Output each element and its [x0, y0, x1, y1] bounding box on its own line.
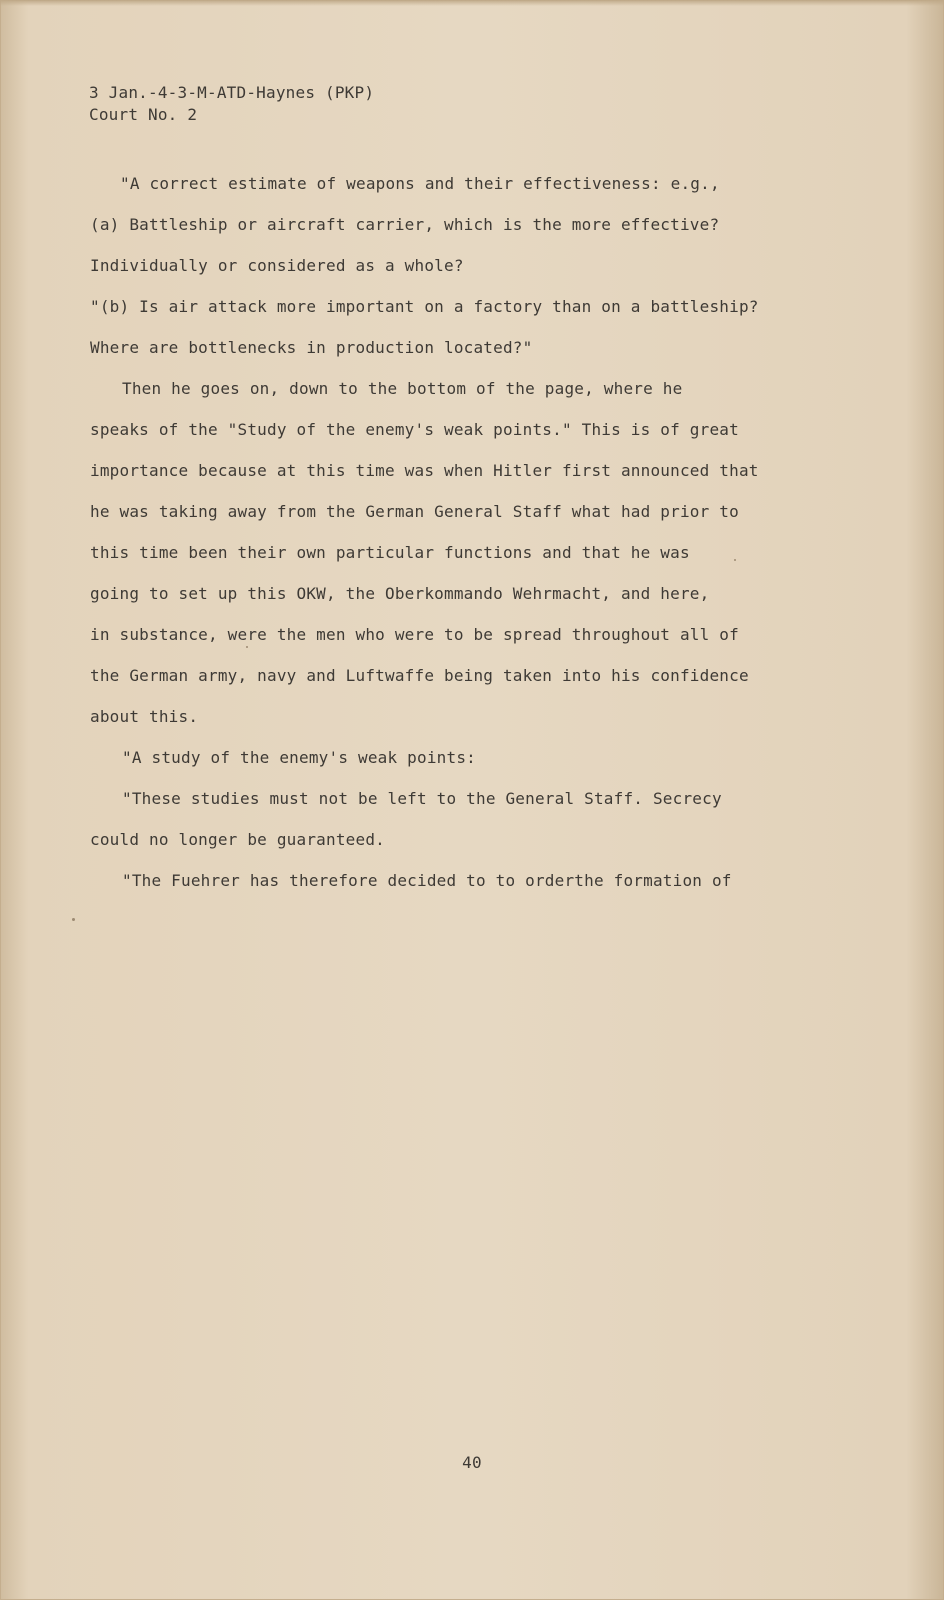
body-line: speaks of the "Study of the enemy's weak points." This is of great	[90, 420, 739, 439]
body-line: "A study of the enemy's weak points:	[122, 748, 476, 767]
body-line: (a) Battleship or aircraft carrier, which is the more effective?	[90, 215, 720, 234]
paper-speck	[734, 559, 736, 561]
body-line: "(b) Is air attack more important on a factory than on a battleship?	[90, 297, 759, 316]
body-line: about this.	[90, 707, 199, 726]
document-header	[89, 82, 374, 126]
header-line-1: 3 Jan.-4-3-M-ATD-Haynes (PKP)	[89, 83, 375, 102]
body-line: could no longer be guaranteed.	[90, 830, 385, 849]
body-line: going to set up this OKW, the Oberkommando Wehrmacht, and here,	[90, 584, 710, 603]
header-line-2: Court No. 2	[89, 105, 198, 124]
body-line: "The Fuehrer has therefore decided to to orderthe formation of	[122, 871, 732, 890]
document-body	[90, 163, 759, 901]
body-line: "These studies must not be left to the General Staff. Secrecy	[122, 789, 722, 808]
body-line: Then he goes on, down to the bottom of the page, where he	[122, 379, 683, 398]
body-line: Individually or considered as a whole?	[90, 256, 464, 275]
body-line: Where are bottlenecks in production located?"	[90, 338, 533, 357]
body-line: he was taking away from the German General Staff what had prior to	[90, 502, 739, 521]
body-line: importance because at this time was when Hitler first announced that	[90, 461, 759, 480]
body-line: in substance, were the men who were to be spread throughout all of	[90, 625, 739, 644]
body-line: "A correct estimate of weapons and their effectiveness: e.g.,	[120, 174, 720, 193]
body-line: this time been their own particular functions and that he was	[90, 543, 690, 562]
page-number: 40	[462, 1453, 482, 1472]
paper-speck	[246, 646, 248, 648]
body-line: the German army, navy and Luftwaffe being taken into his confidence	[90, 666, 749, 685]
paper-speck	[72, 918, 75, 921]
